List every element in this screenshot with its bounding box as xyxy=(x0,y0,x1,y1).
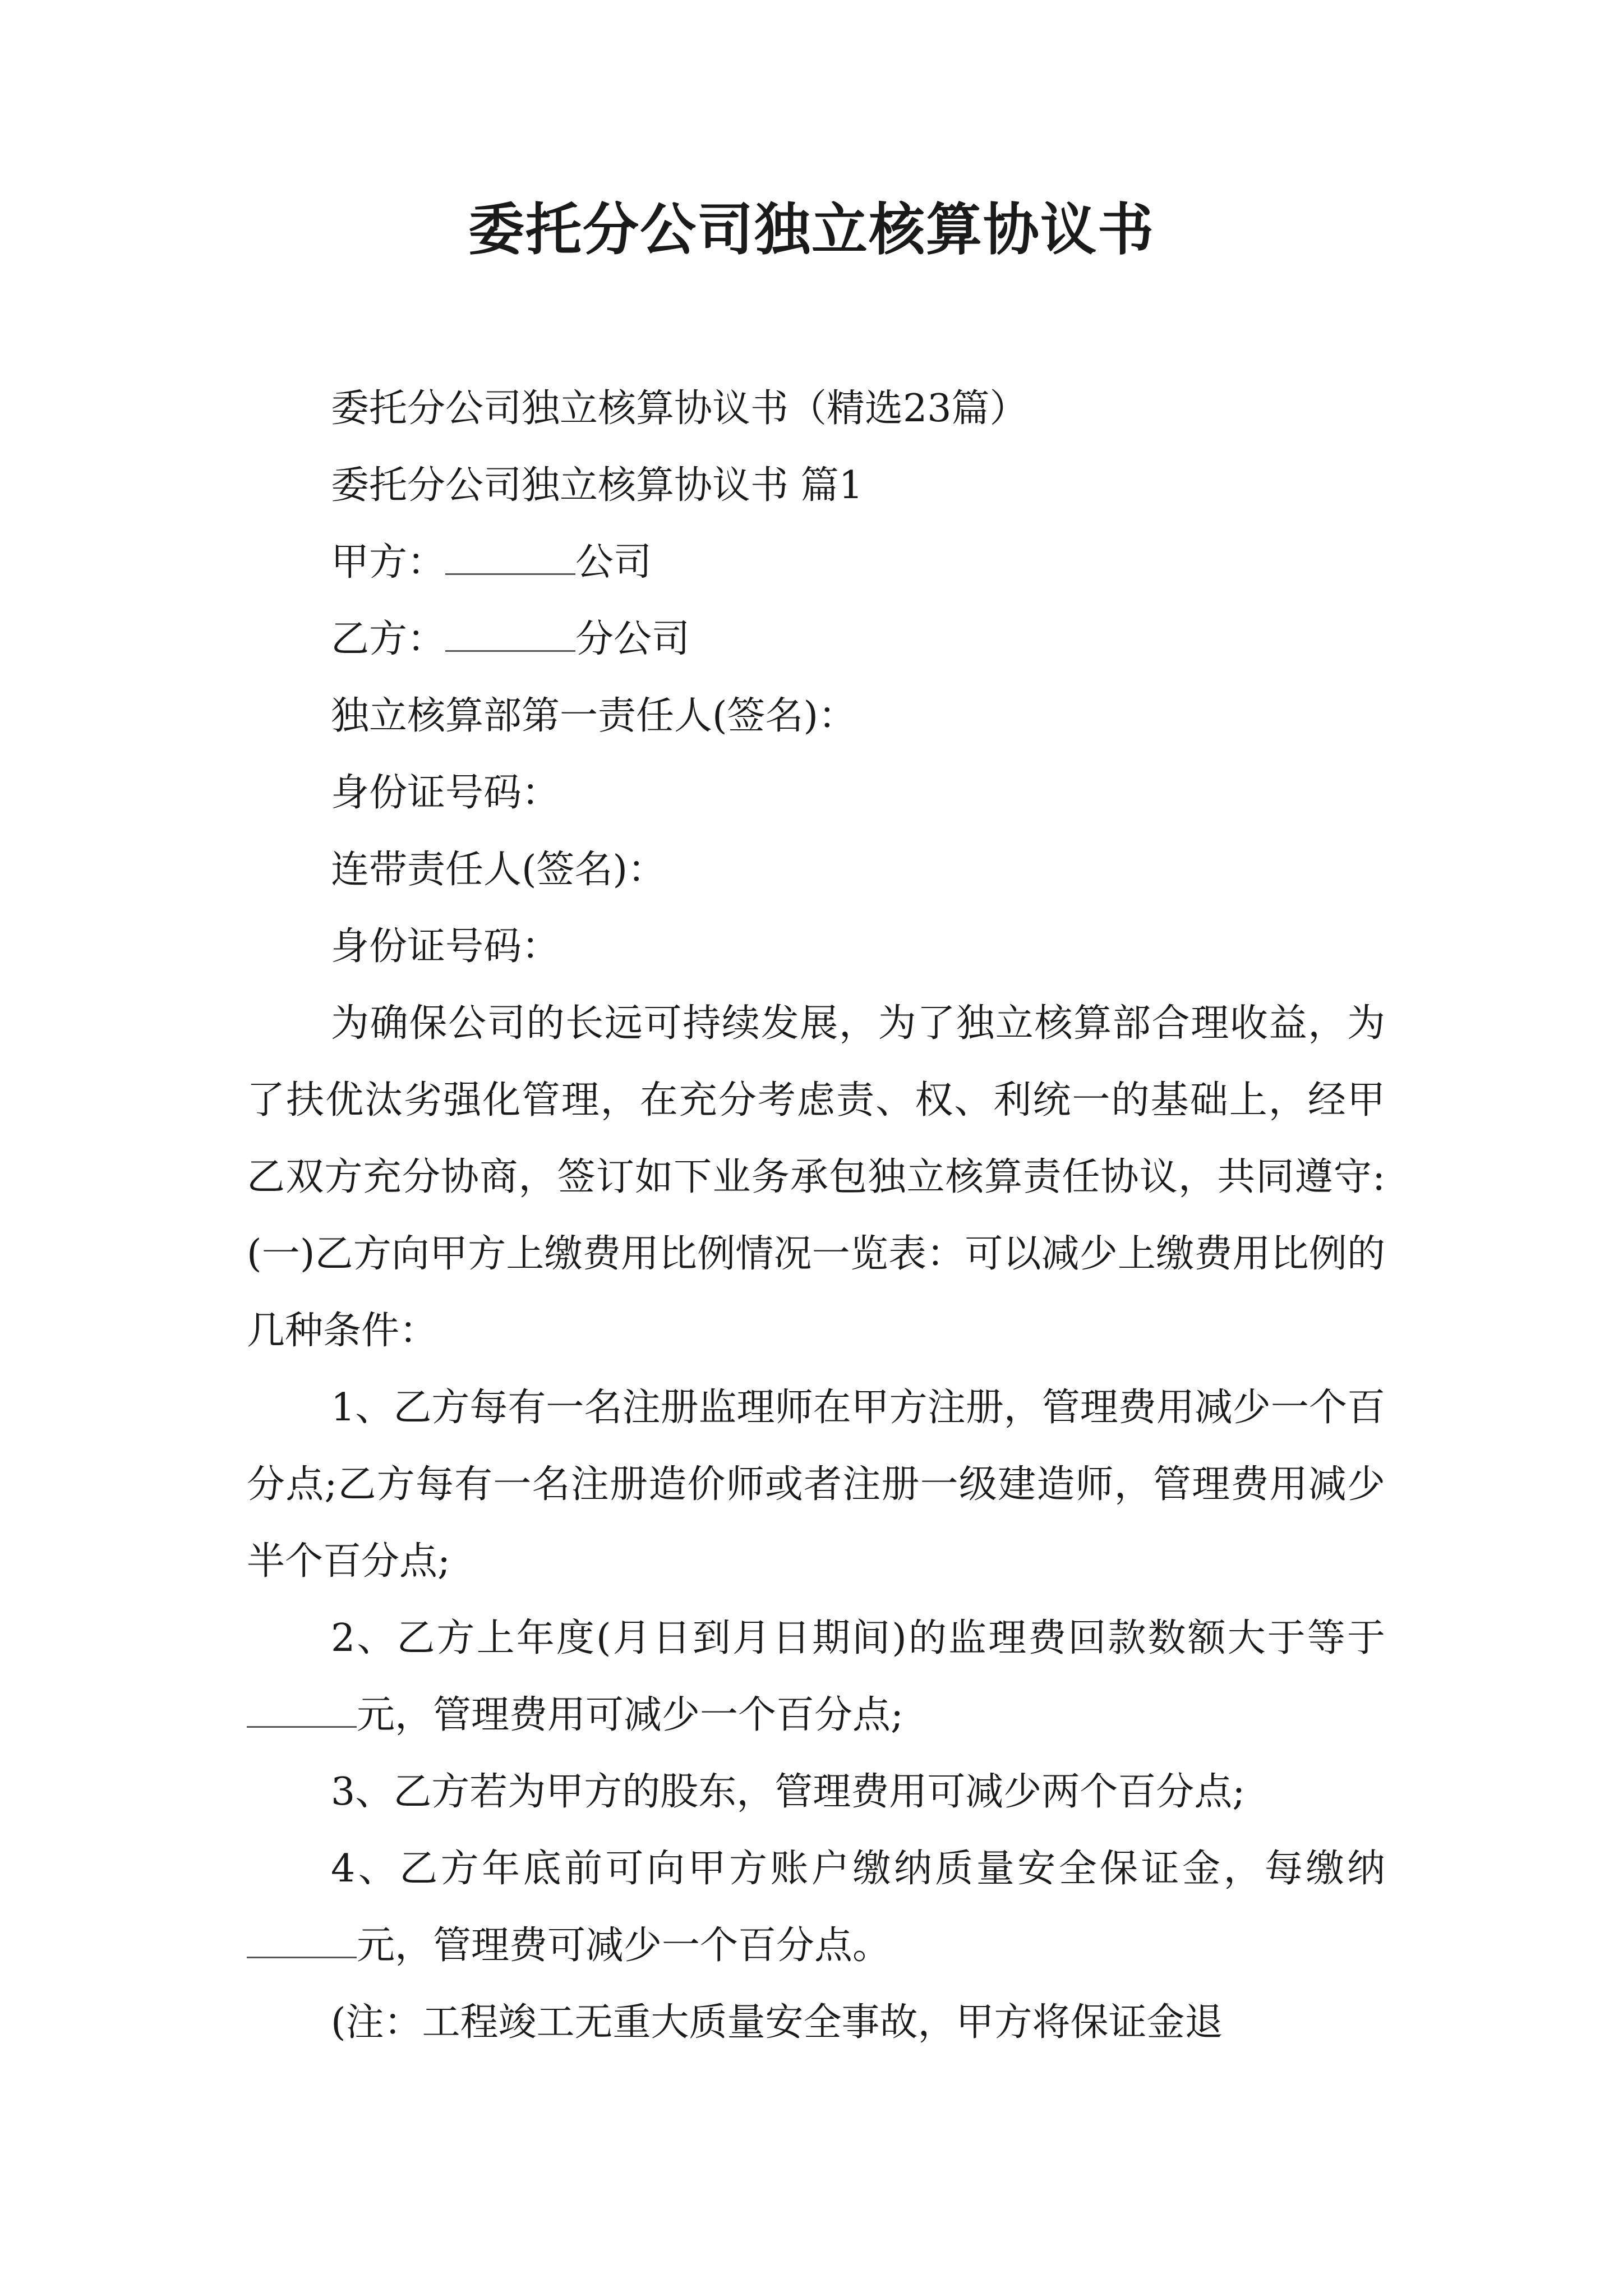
condition-item-1: 1、乙方每有一名注册监理师在甲方注册，管理费用减少一个百分点;乙方每有一名注册造价师或者注册一级建造师，管理费用减少半个百分点; xyxy=(247,1386,1385,1584)
condition-item-4-text-a: 4、乙方年底前可向甲方账户缴纳质量安全保证金，每缴纳 xyxy=(331,1847,1385,1891)
document-subtitle: 委托分公司独立核算协议书（精选23篇） xyxy=(331,386,1028,431)
condition-item-4-text-b: 元，管理费可减少一个百分点。 xyxy=(357,1924,891,1968)
condition-item-4 xyxy=(247,1830,1385,1984)
id-number-line-1: 身份证号码： xyxy=(331,771,560,815)
condition-item-2-blank xyxy=(247,1696,357,1728)
party-b-line xyxy=(247,601,1385,678)
party-a-label: 甲方： xyxy=(331,540,446,585)
party-a-suffix: 公司 xyxy=(575,540,652,585)
condition-item-2-text-a: 2、乙方上年度(月日到月日期间)的监理费回款数额大于等于 xyxy=(331,1616,1385,1660)
id-number-line-2: 身份证号码： xyxy=(331,924,560,969)
condition-item-2-text-b: 元，管理费用可减少一个百分点; xyxy=(357,1693,903,1737)
document-title: 委托分公司独立核算协议书 xyxy=(468,197,1155,263)
intro-paragraph: 为确保公司的长远可持续发展，为了独立核算部合理收益，为了扶优汰劣强化管理，在充分考虑责、权、利统一的基础上，经甲乙双方充分协商，签订如下业务承包独立核算责任协议，共同遵守:(一)乙方向甲方上缴费用比例情况一览表：可以减少上缴费用比例的几种条件： xyxy=(247,1001,1385,1353)
party-a-line xyxy=(247,524,1385,601)
party-b-label: 乙方： xyxy=(331,617,446,661)
note-line: (注：工程竣工无重大质量安全事故，甲方将保证金退 xyxy=(331,2000,1223,2045)
document-body xyxy=(247,370,1385,2061)
condition-item-4-blank xyxy=(247,1926,357,1958)
condition-item-2 xyxy=(247,1600,1385,1754)
section-heading: 委托分公司独立核算协议书 篇1 xyxy=(331,463,863,508)
responsible-person-line: 独立核算部第一责任人(签名)： xyxy=(331,694,857,738)
joint-liability-line: 连带责任人(签名)： xyxy=(331,848,666,892)
condition-item-3: 3、乙方若为甲方的股东，管理费用可减少两个百分点; xyxy=(331,1770,1246,1814)
party-a-blank xyxy=(445,543,575,575)
party-b-suffix: 分公司 xyxy=(575,617,690,661)
party-b-blank xyxy=(445,620,575,652)
